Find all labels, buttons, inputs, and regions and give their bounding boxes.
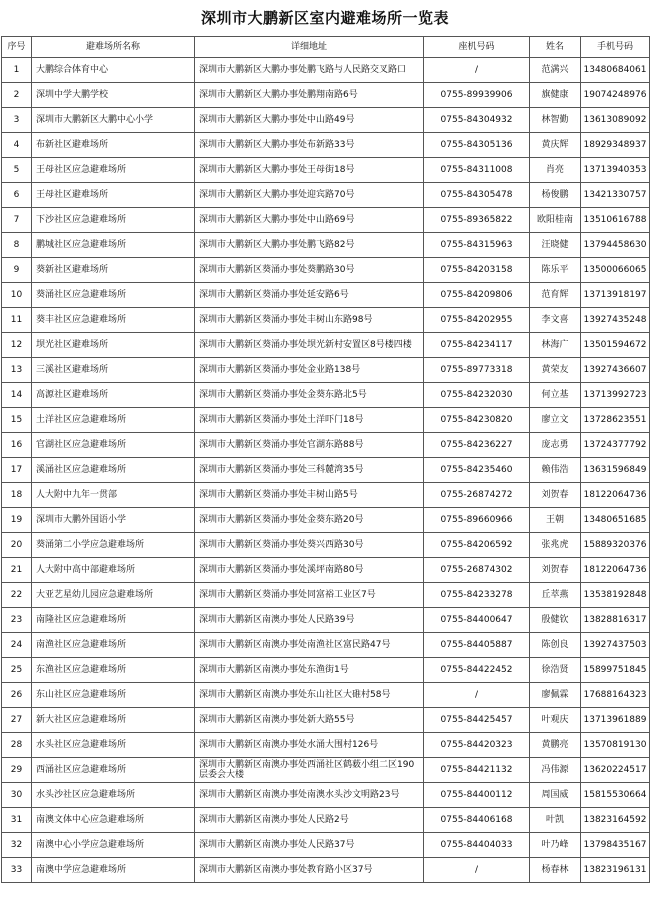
cell-address: 深圳市大鹏新区葵涌办事处金葵东路20号 — [195, 508, 424, 533]
cell-contact-name: 庞志勇 — [530, 433, 581, 458]
cell-place-name: 水头社区应急避难场所 — [32, 733, 195, 758]
cell-contact-name: 张兆虎 — [530, 533, 581, 558]
cell-place-name: 官湖社区应急避难场所 — [32, 433, 195, 458]
cell-address: 深圳市大鹏新区大鹏办事处鹏飞路与人民路交叉路口 — [195, 58, 424, 83]
cell-contact-name: 杨春林 — [530, 858, 581, 883]
table-row — [2, 208, 650, 233]
cell-contact-name: 欧阳桂南 — [530, 208, 581, 233]
cell-mobile: 13510616788 — [581, 208, 650, 233]
cell-mobile: 13828816317 — [581, 608, 650, 633]
cell-address: 深圳市大鹏新区南澳办事处南澳水头沙文明路23号 — [195, 783, 424, 808]
cell-contact-name: 黄庆辉 — [530, 133, 581, 158]
cell-address: 深圳市大鹏新区南澳办事处人民路37号 — [195, 833, 424, 858]
cell-index: 11 — [2, 308, 32, 333]
cell-place-name: 葵丰社区应急避难场所 — [32, 308, 195, 333]
cell-place-name: 南隆社区应急避难场所 — [32, 608, 195, 633]
cell-place-name: 坝光社区避难场所 — [32, 333, 195, 358]
cell-place-name: 南澳文体中心应急避难场所 — [32, 808, 195, 833]
cell-contact-name: 李文喜 — [530, 308, 581, 333]
cell-landline: / — [424, 683, 530, 708]
cell-mobile: 18122064736 — [581, 558, 650, 583]
table-row — [2, 458, 650, 483]
cell-contact-name: 陈创良 — [530, 633, 581, 658]
cell-landline: 0755-84311008 — [424, 158, 530, 183]
cell-mobile: 19074248976 — [581, 83, 650, 108]
cell-place-name: 大鹏综合体育中心 — [32, 58, 195, 83]
cell-landline: 0755-84203158 — [424, 258, 530, 283]
cell-landline: 0755-84315963 — [424, 233, 530, 258]
cell-mobile: 13798435167 — [581, 833, 650, 858]
cell-contact-name: 冯伟源 — [530, 758, 581, 783]
cell-landline: 0755-84206592 — [424, 533, 530, 558]
cell-index: 3 — [2, 108, 32, 133]
header-place: 避难场所名称 — [32, 37, 195, 58]
cell-index: 30 — [2, 783, 32, 808]
cell-address: 深圳市大鹏新区葵涌办事处溪坪南路80号 — [195, 558, 424, 583]
cell-mobile: 13823164592 — [581, 808, 650, 833]
cell-landline: 0755-84202955 — [424, 308, 530, 333]
cell-mobile: 13570819130 — [581, 733, 650, 758]
cell-mobile: 17688164323 — [581, 683, 650, 708]
cell-mobile: 13713992723 — [581, 383, 650, 408]
cell-landline: 0755-84305478 — [424, 183, 530, 208]
cell-landline: 0755-26874272 — [424, 483, 530, 508]
cell-landline: 0755-89365822 — [424, 208, 530, 233]
table-row — [2, 558, 650, 583]
cell-landline: 0755-84305136 — [424, 133, 530, 158]
cell-contact-name: 周国威 — [530, 783, 581, 808]
table-row — [2, 108, 650, 133]
table-row — [2, 358, 650, 383]
cell-contact-name: 范满兴 — [530, 58, 581, 83]
cell-index: 15 — [2, 408, 32, 433]
cell-contact-name: 范育辉 — [530, 283, 581, 308]
cell-index: 4 — [2, 133, 32, 158]
table-row — [2, 633, 650, 658]
cell-address: 深圳市大鹏新区南澳办事处人民路2号 — [195, 808, 424, 833]
cell-index: 16 — [2, 433, 32, 458]
cell-mobile: 13724377792 — [581, 433, 650, 458]
table-row — [2, 758, 650, 783]
cell-index: 22 — [2, 583, 32, 608]
cell-address: 深圳市大鹏新区南澳办事处教育路小区37号 — [195, 858, 424, 883]
table-row — [2, 133, 650, 158]
table-row — [2, 58, 650, 83]
cell-address: 深圳市大鹏新区葵涌办事处葵兴西路30号 — [195, 533, 424, 558]
cell-mobile: 15815530664 — [581, 783, 650, 808]
document-title: 深圳市大鹏新区室内避难场所一览表 — [200, 9, 449, 27]
cell-place-name: 土洋社区应急避难场所 — [32, 408, 195, 433]
cell-index: 7 — [2, 208, 32, 233]
cell-address: 深圳市大鹏新区葵涌办事处葵鹏路30号 — [195, 258, 424, 283]
cell-place-name: 水头沙社区应急避难场所 — [32, 783, 195, 808]
table-row — [2, 808, 650, 833]
cell-landline: 0755-84234117 — [424, 333, 530, 358]
cell-landline: / — [424, 858, 530, 883]
cell-mobile: 13728623551 — [581, 408, 650, 433]
cell-landline: 0755-84232030 — [424, 383, 530, 408]
cell-index: 2 — [2, 83, 32, 108]
cell-contact-name: 叶乃峰 — [530, 833, 581, 858]
cell-place-name: 东山社区应急避难场所 — [32, 683, 195, 708]
cell-contact-name: 黄鹏亮 — [530, 733, 581, 758]
table-row — [2, 608, 650, 633]
cell-landline: 0755-84235460 — [424, 458, 530, 483]
cell-mobile: 15889320376 — [581, 533, 650, 558]
cell-place-name: 大亚艺星幼儿园应急避难场所 — [32, 583, 195, 608]
cell-contact-name: 陈乐平 — [530, 258, 581, 283]
cell-place-name: 葵涌第二小学应急避难场所 — [32, 533, 195, 558]
cell-mobile: 13713918197 — [581, 283, 650, 308]
cell-place-name: 布新社区避难场所 — [32, 133, 195, 158]
cell-mobile: 13927437503 — [581, 633, 650, 658]
header-index: 序号 — [2, 37, 32, 58]
cell-address: 深圳市大鹏新区南澳办事处水涌大围村126号 — [195, 733, 424, 758]
cell-mobile: 13480684061 — [581, 58, 650, 83]
cell-place-name: 新大社区应急避难场所 — [32, 708, 195, 733]
table-row — [2, 233, 650, 258]
cell-mobile: 13501594672 — [581, 333, 650, 358]
cell-index: 23 — [2, 608, 32, 633]
cell-mobile: 18929348937 — [581, 133, 650, 158]
cell-mobile: 13713940353 — [581, 158, 650, 183]
table-row — [2, 508, 650, 533]
table-row — [2, 783, 650, 808]
cell-contact-name: 刘贺春 — [530, 483, 581, 508]
cell-landline: 0755-84233278 — [424, 583, 530, 608]
table-row — [2, 433, 650, 458]
cell-landline: 0755-84400112 — [424, 783, 530, 808]
cell-place-name: 人大附中九年一贯部 — [32, 483, 195, 508]
cell-mobile: 13927435248 — [581, 308, 650, 333]
cell-address: 深圳市大鹏新区葵涌办事处坝光新村安置区8号楼四楼 — [195, 333, 424, 358]
cell-place-name: 王母社区应急避难场所 — [32, 158, 195, 183]
cell-index: 9 — [2, 258, 32, 283]
cell-address: 深圳市大鹏新区南澳办事处人民路39号 — [195, 608, 424, 633]
cell-contact-name: 殷健钦 — [530, 608, 581, 633]
cell-mobile: 13421330757 — [581, 183, 650, 208]
cell-landline: 0755-84405887 — [424, 633, 530, 658]
cell-address: 深圳市大鹏新区葵涌办事处延安路6号 — [195, 283, 424, 308]
cell-place-name: 葵涌社区应急避难场所 — [32, 283, 195, 308]
table-header-row — [2, 37, 650, 58]
cell-index: 19 — [2, 508, 32, 533]
table-row — [2, 383, 650, 408]
cell-index: 12 — [2, 333, 32, 358]
table-row — [2, 533, 650, 558]
cell-place-name: 高源社区避难场所 — [32, 383, 195, 408]
cell-contact-name: 叶观庆 — [530, 708, 581, 733]
cell-index: 32 — [2, 833, 32, 858]
cell-contact-name: 王朝 — [530, 508, 581, 533]
cell-contact-name: 林智勤 — [530, 108, 581, 133]
cell-address: 深圳市大鹏新区葵涌办事处金业路138号 — [195, 358, 424, 383]
table-row — [2, 658, 650, 683]
cell-landline: 0755-84420323 — [424, 733, 530, 758]
cell-address: 深圳市大鹏新区南澳办事处东渔街1号 — [195, 658, 424, 683]
table-row — [2, 333, 650, 358]
cell-address: 深圳市大鹏新区南澳办事处南渔社区富民路47号 — [195, 633, 424, 658]
cell-address: 深圳市大鹏新区南澳办事处西涌社区鹤薮小组二区190层委会大楼 — [195, 758, 424, 783]
cell-mobile: 13823196131 — [581, 858, 650, 883]
cell-place-name: 王母社区避难场所 — [32, 183, 195, 208]
cell-place-name: 下沙社区应急避难场所 — [32, 208, 195, 233]
cell-index: 18 — [2, 483, 32, 508]
cell-place-name: 鹏城社区应急避难场所 — [32, 233, 195, 258]
cell-place-name: 深圳市大鹏外国语小学 — [32, 508, 195, 533]
cell-index: 17 — [2, 458, 32, 483]
cell-landline: 0755-84404033 — [424, 833, 530, 858]
cell-mobile: 13538192848 — [581, 583, 650, 608]
table-row — [2, 158, 650, 183]
table-row — [2, 183, 650, 208]
cell-address: 深圳市大鹏新区大鹏办事处王母街18号 — [195, 158, 424, 183]
cell-mobile: 13794458630 — [581, 233, 650, 258]
table-row — [2, 583, 650, 608]
cell-address: 深圳市大鹏新区大鹏办事处迎宾路70号 — [195, 183, 424, 208]
cell-landline: 0755-84422452 — [424, 658, 530, 683]
cell-address: 深圳市大鹏新区葵涌办事处金葵东路北5号 — [195, 383, 424, 408]
cell-place-name: 葵新社区避难场所 — [32, 258, 195, 283]
cell-landline: 0755-84304932 — [424, 108, 530, 133]
cell-mobile: 15899751845 — [581, 658, 650, 683]
cell-address: 深圳市大鹏新区大鹏办事处鹏翔南路6号 — [195, 83, 424, 108]
cell-place-name: 溪涌社区应急避难场所 — [32, 458, 195, 483]
cell-address: 深圳市大鹏新区大鹏办事处中山路69号 — [195, 208, 424, 233]
cell-index: 27 — [2, 708, 32, 733]
cell-landline: 0755-84236227 — [424, 433, 530, 458]
cell-address: 深圳市大鹏新区南澳办事处东山社区大碓村58号 — [195, 683, 424, 708]
shelter-table — [1, 36, 650, 883]
cell-address: 深圳市大鹏新区葵涌办事处同富裕工业区7号 — [195, 583, 424, 608]
table-row — [2, 308, 650, 333]
cell-mobile: 13631596849 — [581, 458, 650, 483]
cell-address: 深圳市大鹏新区葵涌办事处丰树山路5号 — [195, 483, 424, 508]
header-mobile: 手机号码 — [581, 37, 650, 58]
cell-landline: 0755-89939906 — [424, 83, 530, 108]
cell-index: 31 — [2, 808, 32, 833]
cell-index: 29 — [2, 758, 32, 783]
cell-mobile: 13927436607 — [581, 358, 650, 383]
cell-index: 24 — [2, 633, 32, 658]
cell-address: 深圳市大鹏新区葵涌办事处土洋吓门18号 — [195, 408, 424, 433]
header-address: 详细地址 — [195, 37, 424, 58]
cell-index: 28 — [2, 733, 32, 758]
cell-index: 20 — [2, 533, 32, 558]
cell-landline: 0755-84406168 — [424, 808, 530, 833]
cell-address: 深圳市大鹏新区大鹏办事处布新路33号 — [195, 133, 424, 158]
cell-landline: 0755-89660966 — [424, 508, 530, 533]
cell-mobile: 13500066065 — [581, 258, 650, 283]
cell-index: 21 — [2, 558, 32, 583]
cell-contact-name: 黄荣友 — [530, 358, 581, 383]
cell-contact-name: 旗健康 — [530, 83, 581, 108]
cell-place-name: 深圳市大鹏新区大鹏中心小学 — [32, 108, 195, 133]
cell-place-name: 南澳中心小学应急避难场所 — [32, 833, 195, 858]
cell-index: 10 — [2, 283, 32, 308]
cell-contact-name: 肖亮 — [530, 158, 581, 183]
cell-landline: 0755-89773318 — [424, 358, 530, 383]
cell-address: 深圳市大鹏新区葵涌办事处三科麓湾35号 — [195, 458, 424, 483]
cell-address: 深圳市大鹏新区大鹏办事处中山路49号 — [195, 108, 424, 133]
cell-landline: 0755-84400647 — [424, 608, 530, 633]
cell-landline: 0755-26874302 — [424, 558, 530, 583]
cell-index: 5 — [2, 158, 32, 183]
cell-contact-name: 赖伟浩 — [530, 458, 581, 483]
header-name: 姓名 — [530, 37, 581, 58]
cell-landline: / — [424, 58, 530, 83]
table-row — [2, 83, 650, 108]
cell-place-name: 南澳中学应急避难场所 — [32, 858, 195, 883]
cell-index: 6 — [2, 183, 32, 208]
cell-index: 25 — [2, 658, 32, 683]
cell-landline: 0755-84421132 — [424, 758, 530, 783]
cell-mobile: 13480651685 — [581, 508, 650, 533]
cell-index: 8 — [2, 233, 32, 258]
cell-contact-name: 丘萃燕 — [530, 583, 581, 608]
cell-contact-name: 廖立文 — [530, 408, 581, 433]
table-row — [2, 683, 650, 708]
cell-index: 26 — [2, 683, 32, 708]
cell-contact-name: 杨俊鹏 — [530, 183, 581, 208]
cell-place-name: 三溪社区避难场所 — [32, 358, 195, 383]
table-row — [2, 708, 650, 733]
cell-address: 深圳市大鹏新区大鹏办事处鹏飞路82号 — [195, 233, 424, 258]
cell-landline: 0755-84230820 — [424, 408, 530, 433]
table-row — [2, 833, 650, 858]
cell-index: 13 — [2, 358, 32, 383]
cell-landline: 0755-84209806 — [424, 283, 530, 308]
table-row — [2, 483, 650, 508]
cell-index: 14 — [2, 383, 32, 408]
cell-mobile: 13713961889 — [581, 708, 650, 733]
cell-place-name: 南渔社区应急避难场所 — [32, 633, 195, 658]
header-landline: 座机号码 — [424, 37, 530, 58]
cell-contact-name: 徐浩贤 — [530, 658, 581, 683]
cell-place-name: 人大附中高中部避难场所 — [32, 558, 195, 583]
cell-mobile: 18122064736 — [581, 483, 650, 508]
cell-address: 深圳市大鹏新区葵涌办事处官湖东路88号 — [195, 433, 424, 458]
cell-place-name: 深圳中学大鹏学校 — [32, 83, 195, 108]
table-row — [2, 408, 650, 433]
cell-address: 深圳市大鹏新区葵涌办事处丰树山东路98号 — [195, 308, 424, 333]
cell-index: 1 — [2, 58, 32, 83]
cell-mobile: 13620224517 — [581, 758, 650, 783]
cell-landline: 0755-84425457 — [424, 708, 530, 733]
cell-mobile: 13613089092 — [581, 108, 650, 133]
cell-contact-name: 廖佩霖 — [530, 683, 581, 708]
cell-place-name: 东渔社区应急避难场所 — [32, 658, 195, 683]
cell-contact-name: 叶凯 — [530, 808, 581, 833]
cell-contact-name: 林海广 — [530, 333, 581, 358]
cell-address: 深圳市大鹏新区南澳办事处新大路55号 — [195, 708, 424, 733]
cell-index: 33 — [2, 858, 32, 883]
table-row — [2, 733, 650, 758]
table-row — [2, 858, 650, 883]
cell-contact-name: 刘贺春 — [530, 558, 581, 583]
cell-contact-name: 汪晓健 — [530, 233, 581, 258]
cell-place-name: 西涌社区应急避难场所 — [32, 758, 195, 783]
table-row — [2, 258, 650, 283]
cell-contact-name: 何立基 — [530, 383, 581, 408]
table-row — [2, 283, 650, 308]
